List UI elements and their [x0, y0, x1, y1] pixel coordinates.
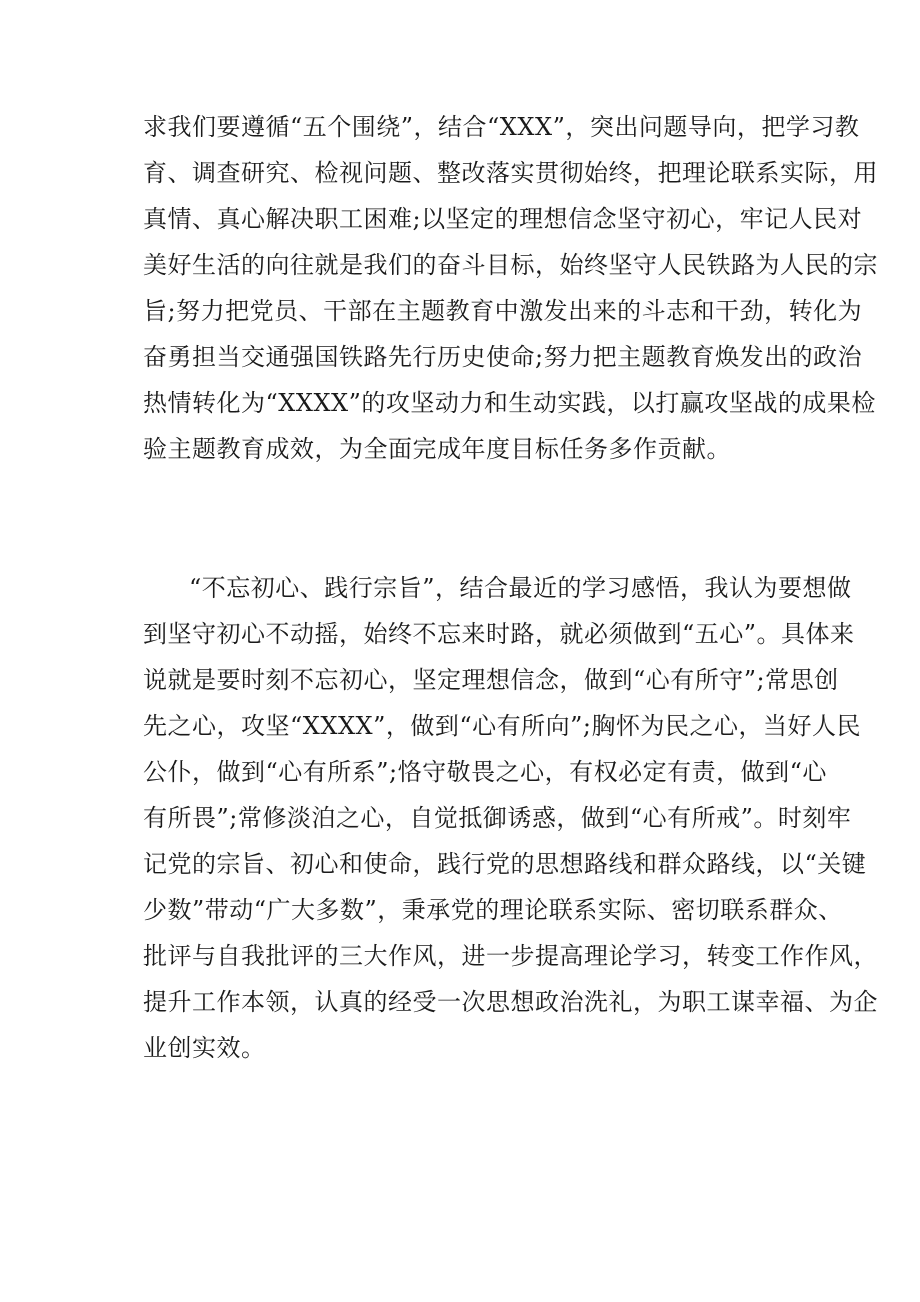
- text-line: 验主题教育成效，为全面完成年度目标任务多作贡献。: [143, 435, 731, 463]
- text-line: 少数”带动“广大多数”，秉承党的理论联系实际、密切联系群众、: [143, 896, 843, 924]
- text-line: 美好生活的向往就是我们的奋斗目标，始终坚守人民铁路为人民的宗: [143, 251, 878, 279]
- text-line: 批评与自我批评的三大作风，进一步提高理论学习，转变工作作风，: [143, 942, 878, 970]
- text-line: 奋勇担当交通强国铁路先行历史使命;努力把主题教育焕发出的政治: [143, 343, 863, 371]
- text-line: 业创实效。: [143, 1034, 266, 1062]
- text-line: 求我们要遵循“五个围绕”，结合“XXX”，突出问题导向，把学习教: [143, 113, 860, 141]
- text-line: 旨;努力把党员、干部在主题教育中激发出来的斗志和干劲，转化为: [143, 297, 863, 325]
- text-line: 到坚守初心不动摇，始终不忘来时路，就必须做到“五心”。具体来: [143, 620, 855, 648]
- text-line: 真情、真心解决职工困难;以坚定的理想信念坚守初心，牢记人民对: [143, 205, 863, 233]
- text-line: 记党的宗旨、初心和使命，践行党的思想路线和群众路线，以“关键: [143, 850, 867, 878]
- paragraph-2: [143, 570, 878, 1076]
- text-line: 提升工作本领，认真的经受一次思想政治洗礼，为职工谋幸福、为企: [143, 988, 878, 1016]
- text-line: 有所畏”;常修淡泊之心，自觉抵御诱惑，做到“心有所戒”。时刻牢: [143, 804, 852, 832]
- text-line: 先之心，攻坚“XXXX”，做到“心有所向”;胸怀为民之心，当好人民: [143, 712, 862, 740]
- paragraph-1: [143, 109, 878, 477]
- text-line-first: “不忘初心、践行宗旨”，结合最近的学习感悟，我认为要想做: [189, 574, 852, 602]
- text-line: 说就是要时刻不忘初心，坚定理想信念，做到“心有所守”;常思创: [143, 666, 839, 694]
- text-line: 热情转化为“XXXX”的攻坚动力和生动实践，以打赢攻坚战的成果检: [143, 389, 876, 417]
- text-line: 育、调查研究、检视问题、整改落实贯彻始终，把理论联系实际，用: [143, 159, 878, 187]
- text-line: 公仆，做到“心有所系”;恪守敬畏之心，有权必定有责，做到“心: [143, 758, 827, 786]
